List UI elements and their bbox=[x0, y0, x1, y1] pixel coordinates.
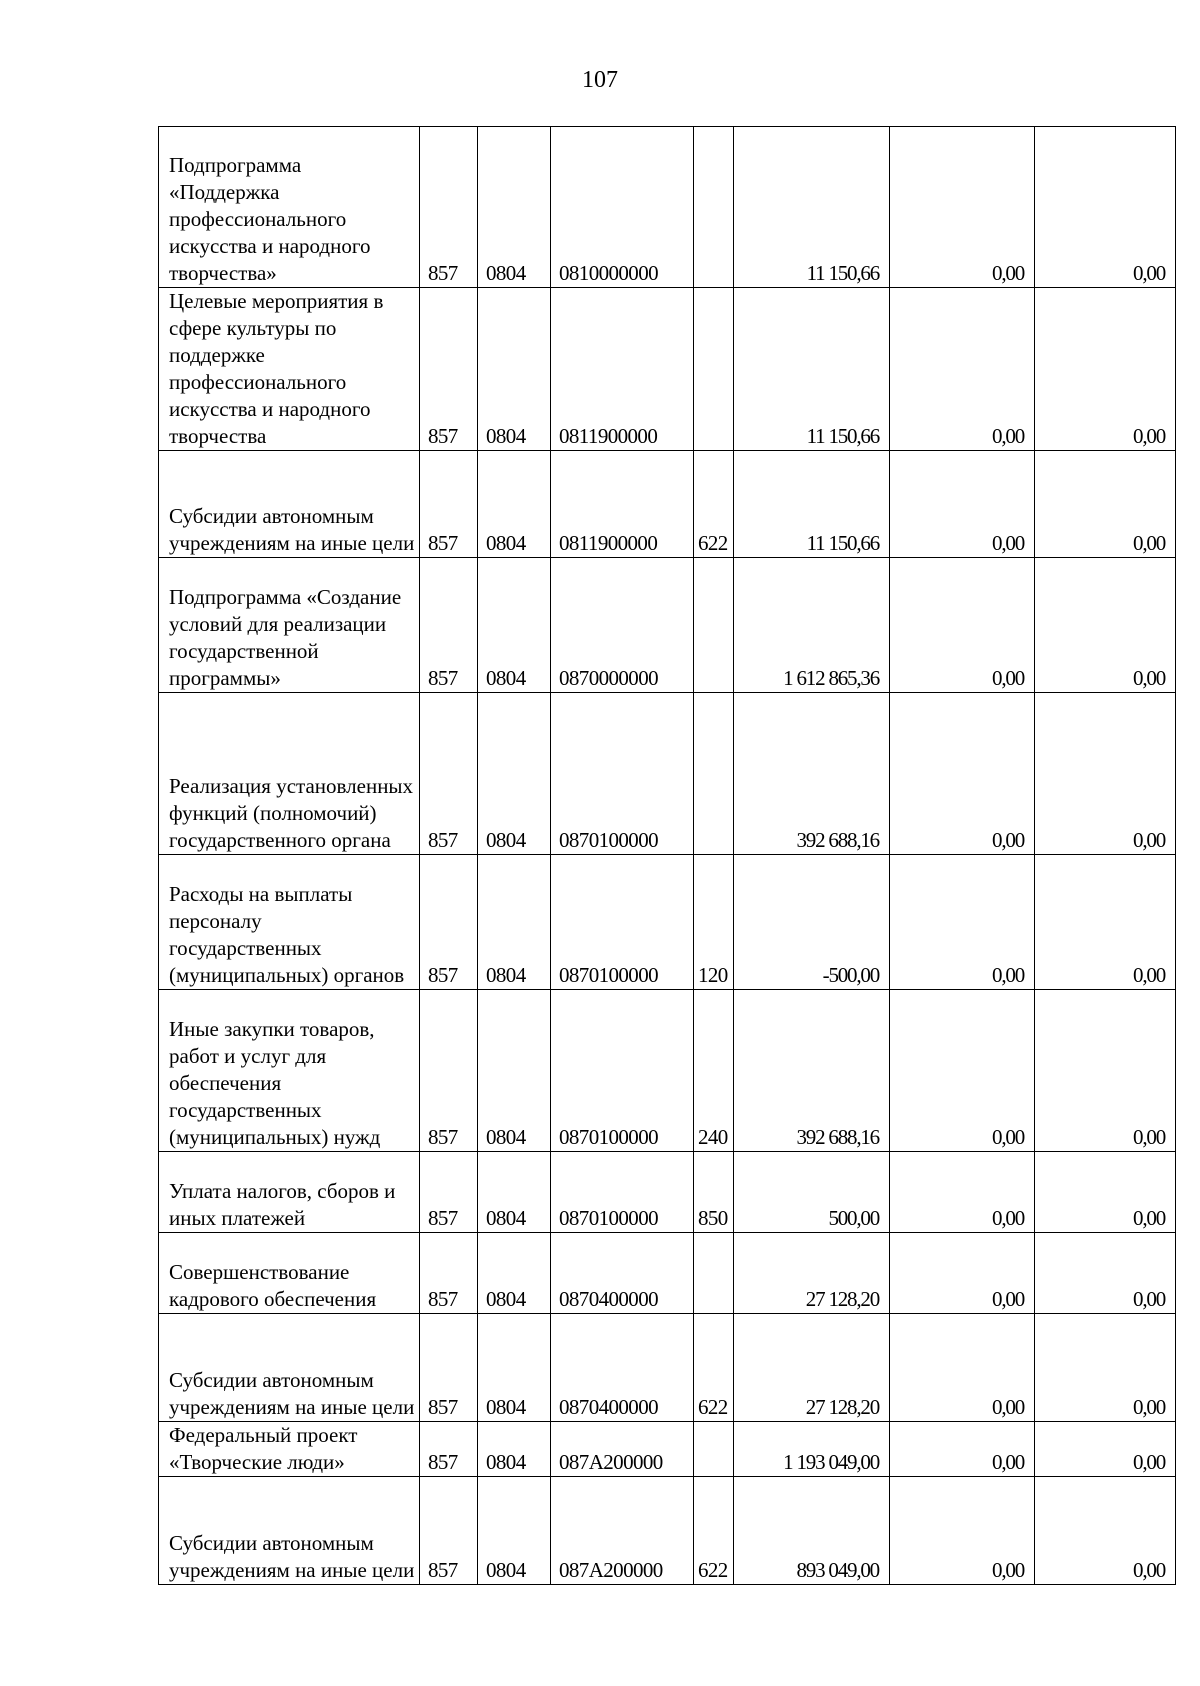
row-expense-type bbox=[694, 1233, 734, 1314]
row-department-code: 857 bbox=[420, 990, 478, 1152]
row-amount-3: 0,00 bbox=[1035, 451, 1176, 558]
row-expense-type bbox=[694, 127, 734, 288]
row-target-article: 0870100000 bbox=[551, 990, 694, 1152]
row-target-article: 0870100000 bbox=[551, 693, 694, 855]
row-amount-3: 0,00 bbox=[1035, 1477, 1176, 1585]
row-department-code: 857 bbox=[420, 127, 478, 288]
row-expense-type bbox=[694, 693, 734, 855]
row-department-code: 857 bbox=[420, 1314, 478, 1422]
row-section-code: 0804 bbox=[478, 558, 551, 693]
row-amount-1: 392 688,16 bbox=[734, 990, 890, 1152]
row-section-code: 0804 bbox=[478, 451, 551, 558]
table-row bbox=[159, 855, 1176, 990]
row-target-article: 0870000000 bbox=[551, 558, 694, 693]
row-expense-type bbox=[694, 558, 734, 693]
row-amount-1: 1 612 865,36 bbox=[734, 558, 890, 693]
row-amount-2: 0,00 bbox=[890, 990, 1035, 1152]
row-amount-3: 0,00 bbox=[1035, 990, 1176, 1152]
row-amount-1: 27 128,20 bbox=[734, 1233, 890, 1314]
row-target-article: 0870100000 bbox=[551, 1152, 694, 1233]
row-amount-2: 0,00 bbox=[890, 1314, 1035, 1422]
row-department-code: 857 bbox=[420, 855, 478, 990]
row-department-code: 857 bbox=[420, 451, 478, 558]
row-section-code: 0804 bbox=[478, 1152, 551, 1233]
table-row bbox=[159, 1477, 1176, 1585]
row-amount-1: 11 150,66 bbox=[734, 451, 890, 558]
row-amount-3: 0,00 bbox=[1035, 855, 1176, 990]
row-expense-type: 850 bbox=[694, 1152, 734, 1233]
row-amount-3: 0,00 bbox=[1035, 558, 1176, 693]
row-target-article: 087A200000 bbox=[551, 1422, 694, 1477]
row-name: Иные закупки товаров, работ и услуг для обеспечения государственных (муниципальных) нужд bbox=[159, 990, 420, 1152]
table-row bbox=[159, 1152, 1176, 1233]
row-amount-2: 0,00 bbox=[890, 127, 1035, 288]
row-expense-type: 622 bbox=[694, 1477, 734, 1585]
row-amount-2: 0,00 bbox=[890, 855, 1035, 990]
row-amount-2: 0,00 bbox=[890, 558, 1035, 693]
row-name: Федеральный проект «Творческие люди» bbox=[159, 1422, 420, 1477]
row-name: Подпрограмма «Поддержка профессионального искусства и народного творчества» bbox=[159, 127, 420, 288]
row-amount-3: 0,00 bbox=[1035, 1314, 1176, 1422]
row-name: Совершенствование кадрового обеспечения bbox=[159, 1233, 420, 1314]
row-expense-type: 240 bbox=[694, 990, 734, 1152]
row-amount-2: 0,00 bbox=[890, 1422, 1035, 1477]
row-target-article: 0870400000 bbox=[551, 1314, 694, 1422]
budget-table bbox=[158, 126, 1176, 1585]
row-amount-2: 0,00 bbox=[890, 1477, 1035, 1585]
row-department-code: 857 bbox=[420, 1477, 478, 1585]
row-amount-2: 0,00 bbox=[890, 1152, 1035, 1233]
row-target-article: 0810000000 bbox=[551, 127, 694, 288]
row-amount-2: 0,00 bbox=[890, 693, 1035, 855]
row-name: Субсидии автономным учреждениям на иные цели bbox=[159, 451, 420, 558]
row-section-code: 0804 bbox=[478, 1233, 551, 1314]
row-amount-3: 0,00 bbox=[1035, 1233, 1176, 1314]
table-row bbox=[159, 1314, 1176, 1422]
row-amount-3: 0,00 bbox=[1035, 127, 1176, 288]
row-name: Подпрограмма «Создание условий для реализации государственной программы» bbox=[159, 558, 420, 693]
row-amount-3: 0,00 bbox=[1035, 1152, 1176, 1233]
row-department-code: 857 bbox=[420, 558, 478, 693]
table-row bbox=[159, 693, 1176, 855]
table-row bbox=[159, 451, 1176, 558]
row-amount-1: 1 193 049,00 bbox=[734, 1422, 890, 1477]
row-target-article: 087A200000 bbox=[551, 1477, 694, 1585]
row-expense-type: 622 bbox=[694, 451, 734, 558]
row-name: Уплата налогов, сборов и иных платежей bbox=[159, 1152, 420, 1233]
row-name: Субсидии автономным учреждениям на иные цели bbox=[159, 1314, 420, 1422]
row-amount-2: 0,00 bbox=[890, 1233, 1035, 1314]
row-amount-1: 500,00 bbox=[734, 1152, 890, 1233]
row-amount-2: 0,00 bbox=[890, 451, 1035, 558]
row-amount-1: 11 150,66 bbox=[734, 127, 890, 288]
row-section-code: 0804 bbox=[478, 1477, 551, 1585]
row-name: Целевые мероприятия в сфере культуры по поддержке профессионального искусства и народного творчества bbox=[159, 288, 420, 451]
row-amount-2: 0,00 bbox=[890, 288, 1035, 451]
row-expense-type bbox=[694, 288, 734, 451]
table-row bbox=[159, 1233, 1176, 1314]
row-amount-1: 11 150,66 bbox=[734, 288, 890, 451]
row-amount-3: 0,00 bbox=[1035, 1422, 1176, 1477]
row-department-code: 857 bbox=[420, 1233, 478, 1314]
row-amount-3: 0,00 bbox=[1035, 288, 1176, 451]
row-department-code: 857 bbox=[420, 288, 478, 451]
row-target-article: 0811900000 bbox=[551, 451, 694, 558]
row-expense-type: 120 bbox=[694, 855, 734, 990]
row-amount-1: 893 049,00 bbox=[734, 1477, 890, 1585]
table-row bbox=[159, 558, 1176, 693]
table-row bbox=[159, 1422, 1176, 1477]
page-number: 107 bbox=[582, 67, 618, 93]
table-row bbox=[159, 288, 1176, 451]
row-expense-type: 622 bbox=[694, 1314, 734, 1422]
row-name: Субсидии автономным учреждениям на иные цели bbox=[159, 1477, 420, 1585]
row-section-code: 0804 bbox=[478, 693, 551, 855]
row-section-code: 0804 bbox=[478, 855, 551, 990]
row-department-code: 857 bbox=[420, 1152, 478, 1233]
row-amount-1: 27 128,20 bbox=[734, 1314, 890, 1422]
row-expense-type bbox=[694, 1422, 734, 1477]
row-amount-1: 392 688,16 bbox=[734, 693, 890, 855]
row-amount-3: 0,00 bbox=[1035, 693, 1176, 855]
row-section-code: 0804 bbox=[478, 127, 551, 288]
row-department-code: 857 bbox=[420, 1422, 478, 1477]
row-amount-1: -500,00 bbox=[734, 855, 890, 990]
row-section-code: 0804 bbox=[478, 288, 551, 451]
row-section-code: 0804 bbox=[478, 1314, 551, 1422]
row-target-article: 0870400000 bbox=[551, 1233, 694, 1314]
row-name: Расходы на выплаты персоналу государственных (муниципальных) органов bbox=[159, 855, 420, 990]
row-target-article: 0870100000 bbox=[551, 855, 694, 990]
table-row bbox=[159, 990, 1176, 1152]
row-section-code: 0804 bbox=[478, 990, 551, 1152]
row-target-article: 0811900000 bbox=[551, 288, 694, 451]
row-department-code: 857 bbox=[420, 693, 478, 855]
row-section-code: 0804 bbox=[478, 1422, 551, 1477]
table-row bbox=[159, 127, 1176, 288]
row-name: Реализация установленных функций (полномочий) государственного органа bbox=[159, 693, 420, 855]
table-body bbox=[159, 127, 1176, 1585]
